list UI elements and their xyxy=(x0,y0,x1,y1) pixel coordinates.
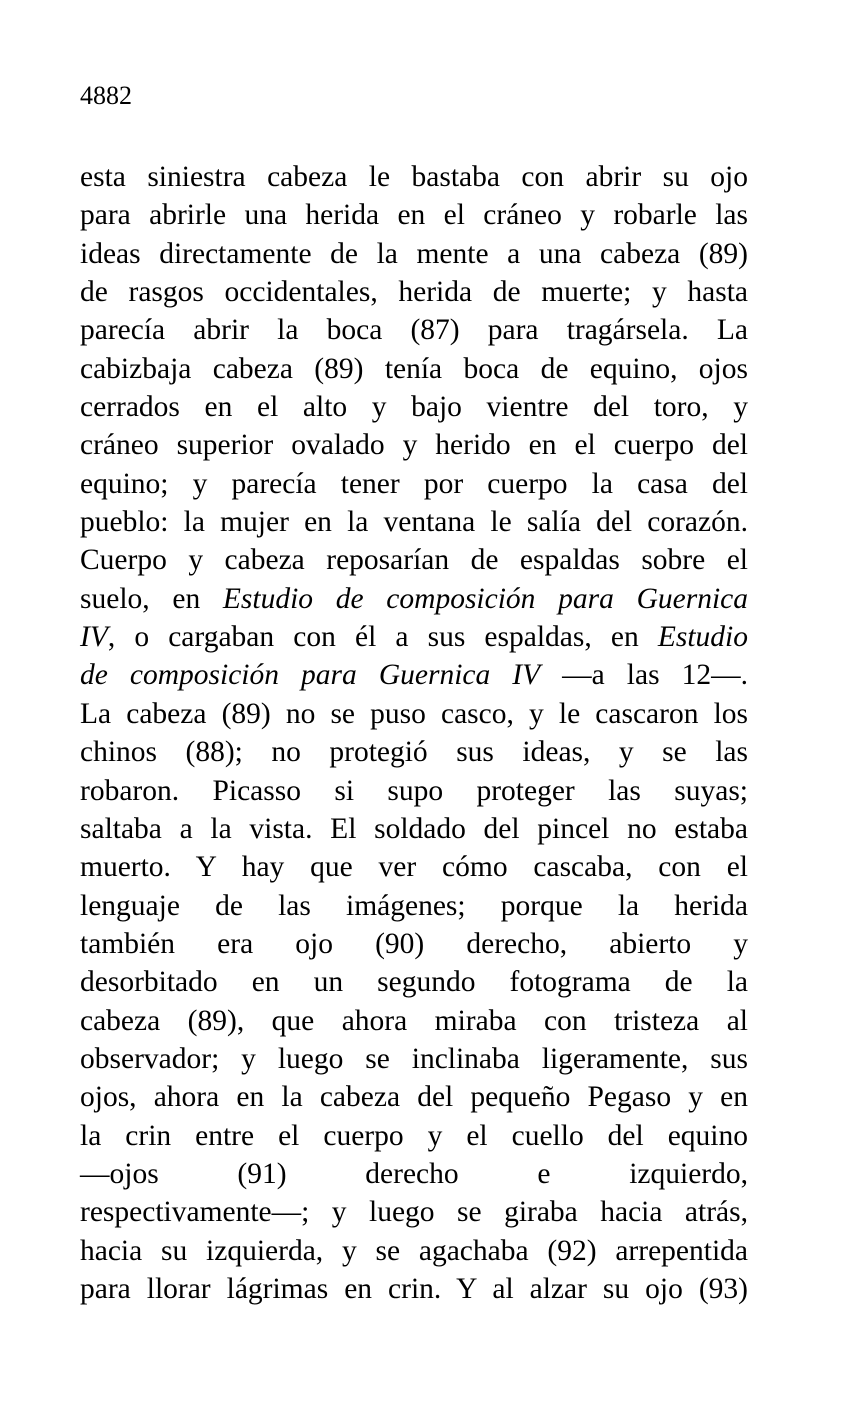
text-line xyxy=(80,426,748,464)
text-line xyxy=(80,695,748,733)
italic-title-segment: Estudio xyxy=(657,621,748,654)
text-segment: suelo, en xyxy=(80,582,223,615)
text-segment: equino; y parecía tener por cuerpo la casa del xyxy=(80,467,748,500)
text-segment: lenguaje de las imágenes; porque la herida xyxy=(80,889,748,922)
text-segment: Cuerpo y cabeza reposarían de espaldas sobre el xyxy=(80,544,748,577)
text-line xyxy=(80,1232,748,1270)
text-segment: observador; y luego se inclinaba ligeramente, sus xyxy=(80,1042,748,1075)
text-line xyxy=(80,1040,748,1078)
text-segment: muerto. Y hay que ver cómo cascaba, con el xyxy=(80,851,748,884)
text-line xyxy=(80,273,748,311)
text-line xyxy=(80,963,748,1001)
text-line xyxy=(80,1270,748,1308)
text-line xyxy=(80,1002,748,1040)
text-segment: chinos (88); no protegió sus ideas, y se las xyxy=(80,736,748,769)
text-segment: esta siniestra cabeza le bastaba con abrir su ojo xyxy=(80,161,748,193)
text-segment: La cabeza (89) no se puso casco, y le cascaron los xyxy=(80,697,748,730)
italic-title-segment: de composición para Guernica IV xyxy=(80,659,541,692)
text-line xyxy=(80,235,748,273)
text-line xyxy=(80,772,748,810)
text-segment: cerrados en el alto y bajo vientre del toro, y xyxy=(80,391,748,424)
text-line xyxy=(80,311,748,349)
text-line xyxy=(80,196,748,234)
body-text xyxy=(80,158,748,1308)
text-line xyxy=(80,350,748,388)
text-line xyxy=(80,541,748,579)
text-segment: también era ojo (90) derecho, abierto y xyxy=(80,927,748,960)
text-segment: cráneo superior ovalado y herido en el cuerpo del xyxy=(80,429,748,462)
text-segment: de rasgos occidentales, herida de muerte; y hasta xyxy=(80,276,748,309)
text-line xyxy=(80,656,748,694)
text-segment: pueblo: la mujer en la ventana le salía del corazón. xyxy=(80,506,748,539)
text-segment: saltaba a la vista. El soldado del pincel no estaba xyxy=(80,812,748,845)
text-segment: hacia su izquierda, y se agachaba (92) arrepentida xyxy=(80,1234,748,1267)
text-line xyxy=(80,158,748,196)
text-line xyxy=(80,580,748,618)
text-line xyxy=(80,848,748,886)
text-segment: ideas directamente de la mente a una cabeza (89) xyxy=(80,237,748,270)
text-segment: —a las 12—. xyxy=(540,659,748,692)
text-segment: —ojos (91) derecho e izquierdo, xyxy=(80,1157,748,1190)
text-line xyxy=(80,1155,748,1193)
text-line xyxy=(80,1078,748,1116)
text-line xyxy=(80,503,748,541)
text-line xyxy=(80,618,748,656)
text-segment: para llorar lágrimas en crin. Y al alzar su ojo (93) xyxy=(80,1272,748,1305)
text-segment: para abrirle una herida en el cráneo y robarle las xyxy=(80,199,748,232)
text-segment: robaron. Picasso si supo proteger las suyas; xyxy=(80,774,748,807)
text-line xyxy=(80,925,748,963)
page-number: 4882 xyxy=(80,81,132,110)
text-line xyxy=(80,465,748,503)
text-line xyxy=(80,1117,748,1155)
text-segment: parecía abrir la boca (87) para tragársela. La xyxy=(80,314,748,347)
text-line xyxy=(80,388,748,426)
text-segment: respectivamente—; y luego se giraba hacia atrás, xyxy=(80,1196,748,1229)
text-segment: , o cargaban con él a sus espaldas, en xyxy=(107,621,658,654)
text-segment: ojos, ahora en la cabeza del pequeño Pegaso y en xyxy=(80,1081,748,1114)
italic-title-segment: IV xyxy=(80,621,108,654)
text-line xyxy=(80,1193,748,1231)
text-segment: desorbitado en un segundo fotograma de la xyxy=(80,966,748,999)
text-line xyxy=(80,887,748,925)
text-line xyxy=(80,810,748,848)
italic-title-segment: Estudio de composición para Guernica xyxy=(222,582,748,615)
text-segment: cabeza (89), que ahora miraba con tristeza al xyxy=(80,1004,748,1037)
text-segment: la crin entre el cuerpo y el cuello del equino xyxy=(80,1119,748,1152)
text-line xyxy=(80,733,748,771)
text-segment: cabizbaja cabeza (89) tenía boca de equino, ojos xyxy=(80,352,748,385)
